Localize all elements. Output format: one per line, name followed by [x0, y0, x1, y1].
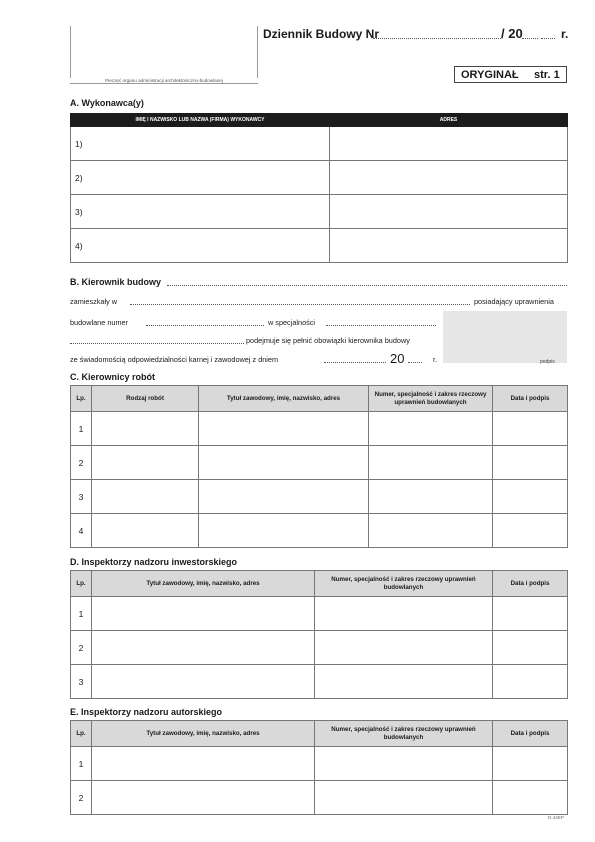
works-type-cell[interactable] [92, 412, 199, 446]
original-badge [454, 66, 567, 83]
works-type-cell[interactable] [92, 514, 199, 548]
signature-label: podpis [540, 359, 555, 365]
license-number-cell[interactable] [369, 480, 493, 514]
title-name-address-cell[interactable] [199, 480, 369, 514]
row-number: 4 [71, 514, 92, 548]
col-date-signature: Data i podpis [493, 571, 568, 597]
table-row [71, 747, 568, 781]
contractor-address-cell[interactable] [330, 161, 568, 195]
start-year-field[interactable] [408, 362, 422, 363]
stamp-label: Pieczęć organu administracji architektoniczno-budowlanej [70, 78, 258, 83]
site-manager-name-field[interactable] [167, 285, 567, 286]
section-c-title: C. Kierownicy robót [70, 372, 156, 382]
row-number: 3 [71, 480, 92, 514]
specialty-label: w specjalności [268, 318, 316, 327]
date-signature-cell[interactable] [493, 631, 568, 665]
stamp-box [70, 26, 258, 84]
license-number-cell[interactable] [315, 631, 493, 665]
col-contractor-name: IMIĘ I NAZWISKO LUB NAZWA (FIRMA) WYKONAWCY [71, 114, 330, 127]
col-lp: Lp. [71, 721, 92, 747]
row-number: 2 [71, 446, 92, 480]
signature-box[interactable] [443, 311, 567, 363]
col-title-name-address: Tytuł zawodowy, imię, nazwisko, adres [92, 721, 315, 747]
date-signature-cell[interactable] [493, 412, 568, 446]
works-type-cell[interactable] [92, 446, 199, 480]
row-number: 2 [71, 781, 92, 815]
date-signature-cell[interactable] [493, 747, 568, 781]
table-row [71, 446, 568, 480]
row-number: 3 [71, 665, 92, 699]
section-e-title: E. Inspektorzy nadzoru autorskiego [70, 707, 223, 717]
table-row [71, 597, 568, 631]
start-year-suffix: r. [433, 355, 438, 364]
start-date-field[interactable] [324, 362, 386, 363]
author-inspectors-table [70, 720, 568, 815]
table-header-row [71, 721, 568, 747]
journal-year-suffix: r. [561, 27, 569, 41]
col-title-name-address: Tytuł zawodowy, imię, nazwisko, adres [92, 571, 315, 597]
row-number: 1 [71, 597, 92, 631]
col-title-name-address: Tytuł zawodowy, imię, nazwisko, adres [199, 386, 369, 412]
table-row [71, 480, 568, 514]
title-name-address-cell[interactable] [92, 665, 315, 699]
works-managers-table [70, 385, 568, 548]
journal-title: Dziennik Budowy Nr [263, 27, 380, 41]
date-signature-cell[interactable] [493, 665, 568, 699]
table-row [71, 195, 568, 229]
investor-inspectors-table [70, 570, 568, 699]
col-works-type: Rodzaj robót [92, 386, 199, 412]
license-number-cell[interactable] [369, 514, 493, 548]
license-number-cell[interactable] [315, 665, 493, 699]
contractor-address-cell[interactable] [330, 195, 568, 229]
col-date-signature: Data i podpis [493, 386, 568, 412]
col-license-number: Numer, specjalność i zakres rzeczowy uprawnień budowlanych [315, 571, 493, 597]
contractor-name-cell[interactable]: 4) [71, 229, 330, 263]
contractor-name-cell[interactable]: 1) [71, 127, 330, 161]
section-d-title: D. Inspektorzy nadzoru inwestorskiego [70, 557, 238, 567]
table-row [71, 665, 568, 699]
col-license-number: Numer, specjalność i zakres rzeczowy uprawnień budowlanych [315, 721, 493, 747]
title-name-address-cell[interactable] [199, 514, 369, 548]
contractor-name-cell[interactable]: 2) [71, 161, 330, 195]
row-number: 2 [71, 631, 92, 665]
col-lp: Lp. [71, 386, 92, 412]
title-name-address-cell[interactable] [199, 446, 369, 480]
journal-year-prefix: / 20 [501, 26, 523, 41]
journal-year-field-b[interactable] [541, 38, 555, 39]
table-row [71, 229, 568, 263]
form-code: D-44EP [548, 815, 564, 820]
section-a-title: A. Wykonawca(y) [70, 98, 144, 108]
table-row [71, 631, 568, 665]
journal-title-row [263, 27, 573, 43]
title-name-address-cell[interactable] [92, 597, 315, 631]
row-number: 1 [71, 412, 92, 446]
extra-info-field[interactable] [70, 343, 244, 344]
license-number-cell[interactable] [369, 412, 493, 446]
badge-original: ORYGINAŁ [461, 69, 519, 81]
title-name-address-cell[interactable] [92, 631, 315, 665]
undertakes-label: podejmuje się pełnić obowiązki kierownika budowy [246, 336, 410, 345]
col-license-number: Numer, specjalność i zakres rzeczowy uprawnień budowlanych [369, 386, 493, 412]
table-header-row [71, 386, 568, 412]
col-date-signature: Data i podpis [493, 721, 568, 747]
resident-label: zamieszkały w [70, 297, 118, 306]
contractor-address-cell[interactable] [330, 229, 568, 263]
date-signature-cell[interactable] [493, 480, 568, 514]
section-b-title: B. Kierownik budowy [70, 277, 162, 287]
table-row [71, 412, 568, 446]
residence-field[interactable] [130, 304, 470, 305]
journal-number-field[interactable] [373, 38, 501, 39]
date-signature-cell[interactable] [493, 597, 568, 631]
date-signature-cell[interactable] [493, 781, 568, 815]
journal-year-field-a[interactable] [522, 38, 538, 39]
license-number-field[interactable] [146, 325, 264, 326]
date-signature-cell[interactable] [493, 446, 568, 480]
title-name-address-cell[interactable] [199, 412, 369, 446]
contractor-address-cell[interactable] [330, 127, 568, 161]
license-number-cell[interactable] [315, 747, 493, 781]
holding-label: posiadający uprawnienia [474, 297, 554, 306]
col-lp: Lp. [71, 571, 92, 597]
table-header-row [71, 114, 568, 127]
table-row [71, 514, 568, 548]
contractors-table [70, 113, 568, 263]
date-signature-cell[interactable] [493, 514, 568, 548]
table-header-row [71, 571, 568, 597]
title-name-address-cell[interactable] [92, 747, 315, 781]
contractor-name-cell[interactable]: 3) [71, 195, 330, 229]
license-number-cell[interactable] [369, 446, 493, 480]
license-number-cell[interactable] [315, 781, 493, 815]
title-name-address-cell[interactable] [92, 781, 315, 815]
table-row [71, 161, 568, 195]
awareness-label: ze świadomością odpowiedzialności karnej i zawodowej z dniem [70, 355, 279, 364]
badge-page: str. 1 [534, 69, 560, 81]
table-row [71, 781, 568, 815]
row-number: 1 [71, 747, 92, 781]
table-row [71, 127, 568, 161]
works-type-cell[interactable] [92, 480, 199, 514]
license-number-cell[interactable] [315, 597, 493, 631]
start-year-prefix: 20 [390, 351, 405, 366]
number-label: budowlane numer [70, 318, 129, 327]
col-contractor-address: ADRES [330, 114, 568, 127]
specialty-field[interactable] [326, 325, 436, 326]
